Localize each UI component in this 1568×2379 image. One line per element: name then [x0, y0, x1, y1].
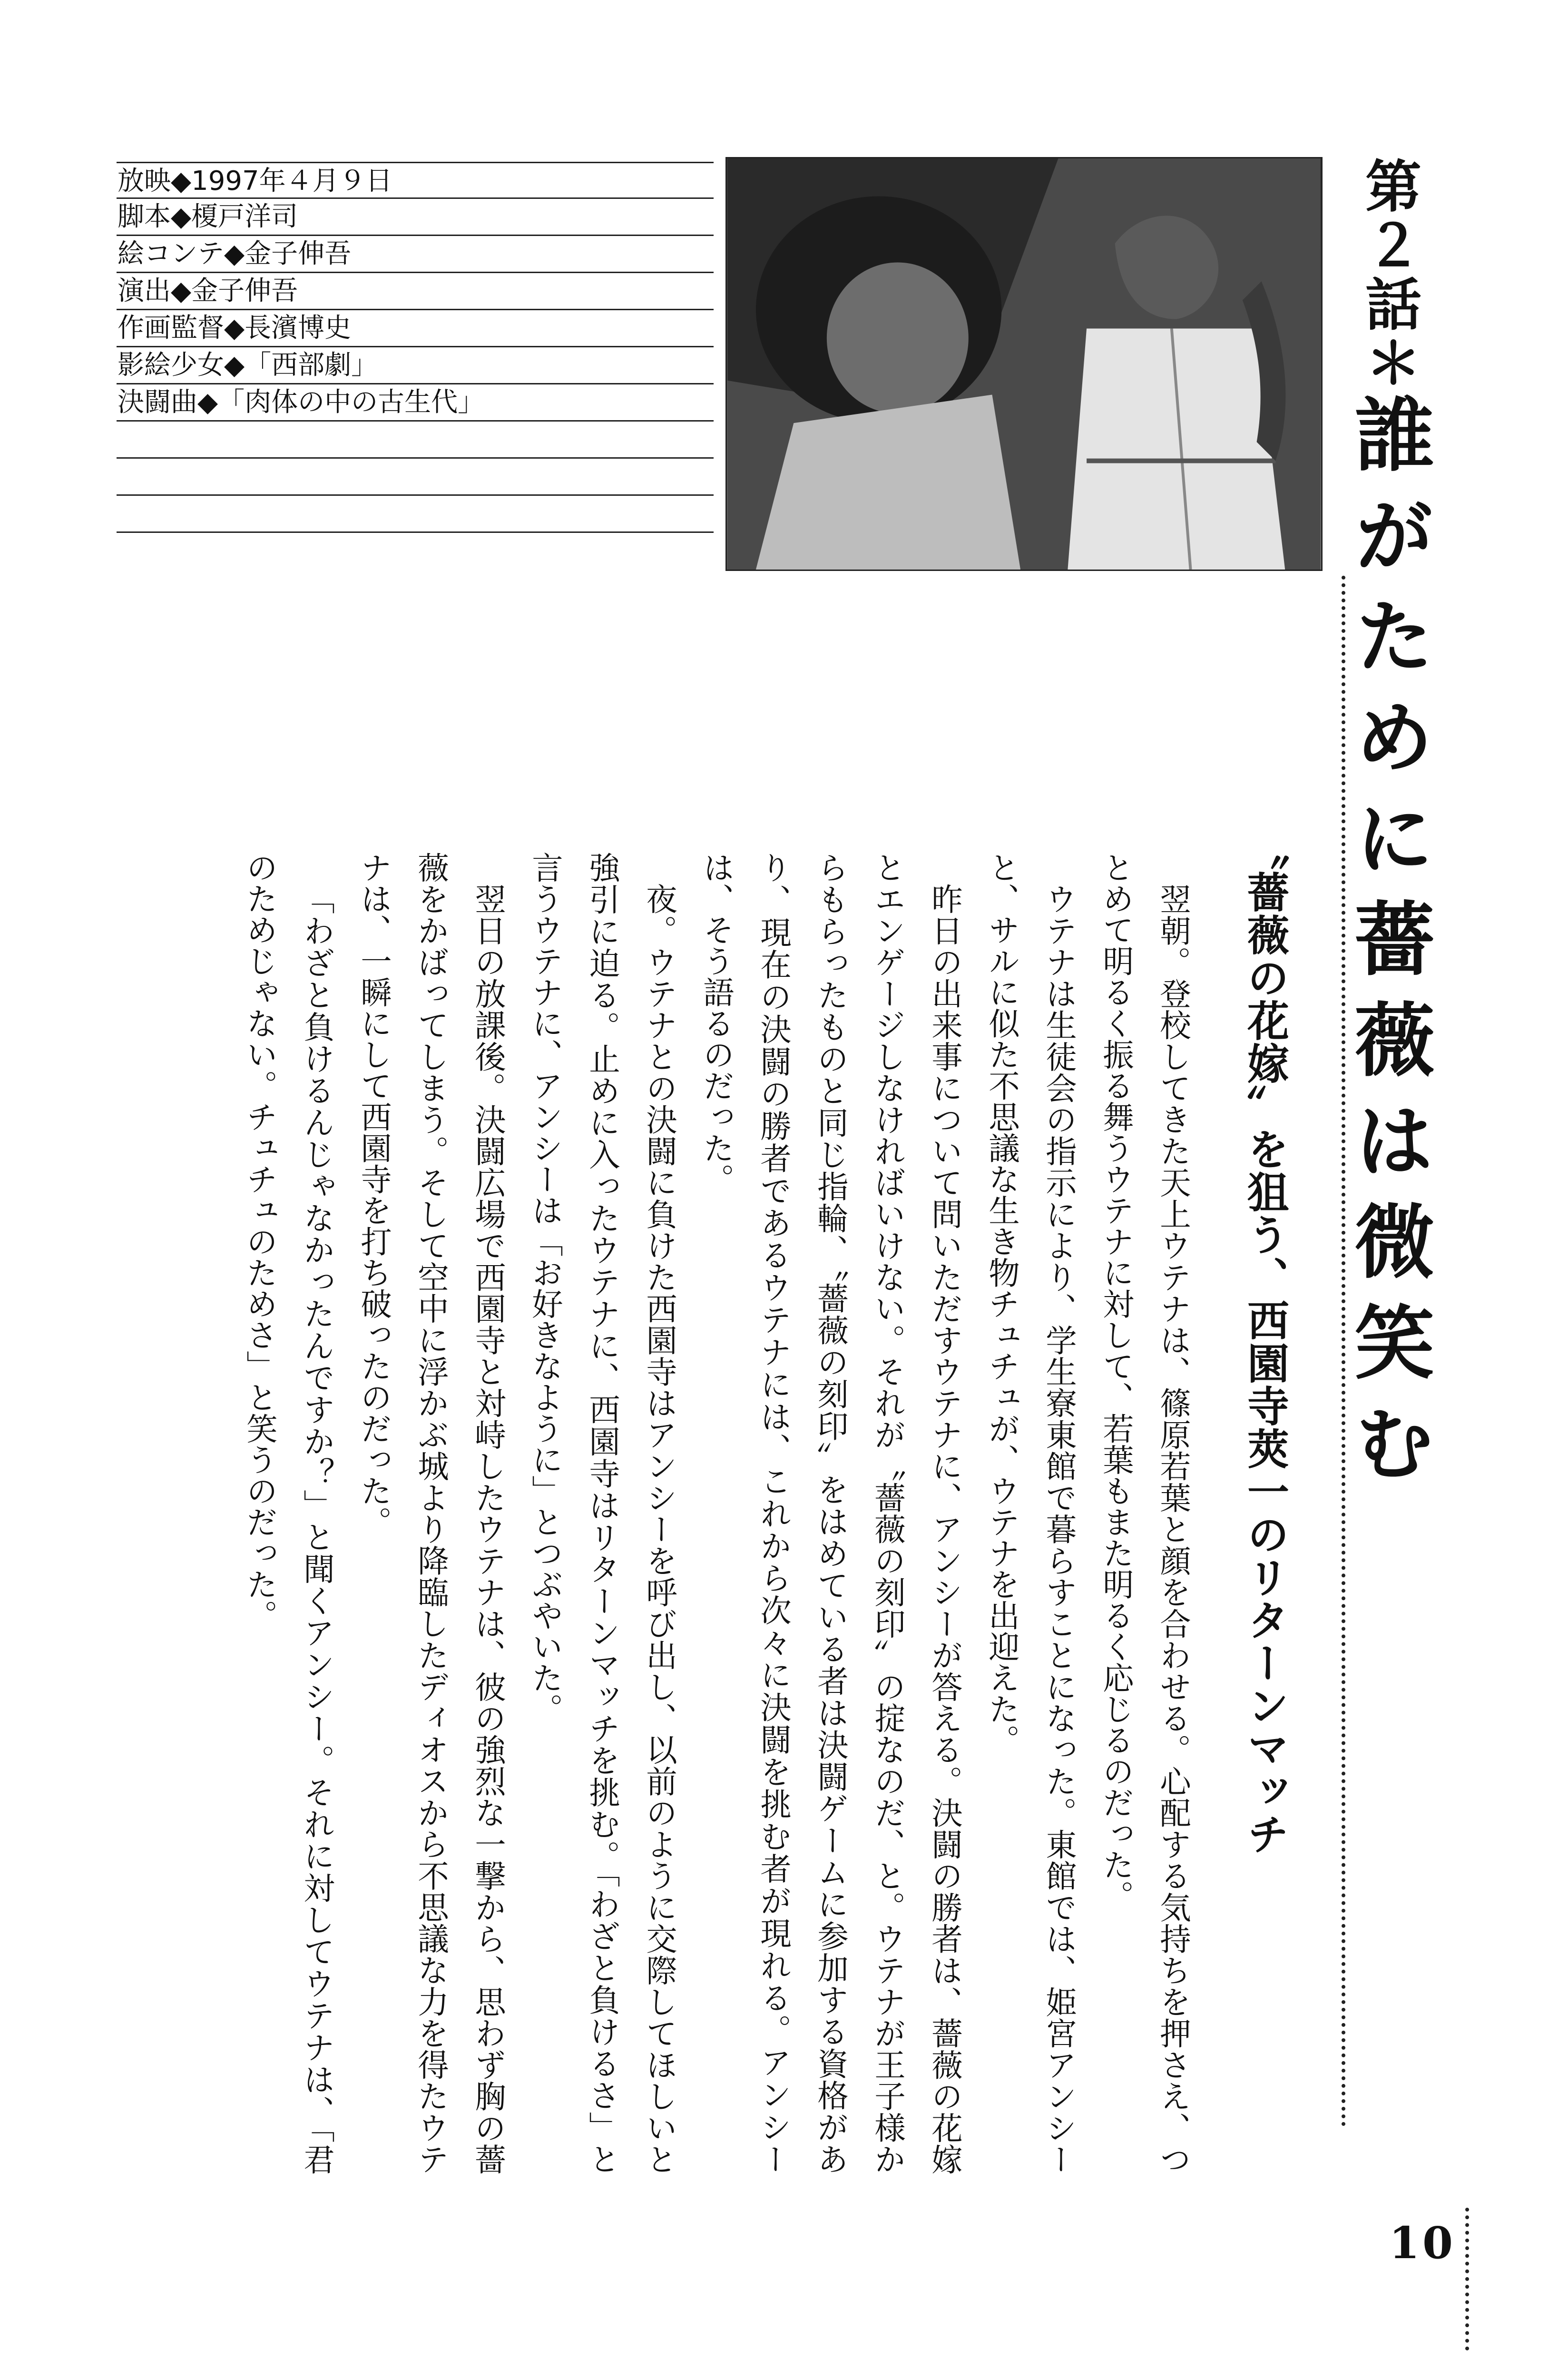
episode-still-image	[725, 157, 1323, 571]
credit-duel-song: 決闘曲◆「肉体の中の古生代」	[117, 384, 714, 422]
credit-animation-director: 作画監督◆長濱博史	[117, 310, 714, 347]
episode-number: 第２話＊	[1356, 157, 1422, 393]
credit-broadcast: 放映◆1997年４月９日	[117, 162, 714, 199]
synopsis-paragraph: 翌日の放課後。決闘広場で西園寺と対峙したウテナは、彼の強烈な一撃から、思わず胸の薔薇をかばってしまう。そして空中に浮かぶ城より降臨したディオスから不思議な力を得たウテナは、一瞬にして西園寺を打ち破ったのだった。	[355, 852, 506, 2174]
title-divider	[1342, 576, 1345, 2127]
credit-shadow-girls: 影絵少女◆「西部劇」	[117, 347, 714, 384]
credit-blank-row	[117, 459, 714, 496]
synopsis-paragraph: 翌朝。登校してきた天上ウテナは、篠原若葉と顔を合わせる。心配する気持ちを押さえ、つとめて明るく振る舞うウテナに対して、若葉もまた明るく応じるのだった。	[1098, 852, 1191, 2174]
still-illustration	[727, 158, 1321, 570]
credit-blank-row	[117, 422, 714, 459]
episode-title	[1342, 157, 1446, 2132]
credits-box	[117, 162, 714, 533]
episode-title-text: 誰がために薔薇は微笑む	[1342, 393, 1436, 1503]
synopsis-body	[117, 852, 1201, 2174]
credit-storyboard: 絵コンテ◆金子伸吾	[117, 236, 714, 273]
credit-director: 演出◆金子伸吾	[117, 273, 714, 310]
page-number-divider	[1465, 2208, 1469, 2350]
article-subtitle: 〝薔薇の花嫁〟を狙う、西園寺莢一のリターンマッチ	[1241, 828, 1290, 1856]
page-number: 10	[1389, 2217, 1456, 2269]
credit-blank-row	[117, 496, 714, 533]
synopsis-paragraph: ウテナは生徒会の指示により、学生寮東館で暮らすことになった。東館では、姫宮アンシーと、サルに似た不思議な生き物チュチュが、ウテナを出迎えた。	[983, 852, 1077, 2174]
synopsis-paragraph: 昨日の出来事について問いただすウテナに、アンシーが答える。決闘の勝者は、薔薇の花嫁とエンゲージしなければいけない。それが〝薔薇の刻印〟の掟なのだ、と。ウテナが王子様からもらったものと同じ指輪、〝薔薇の刻印〟をはめている者は決闘ゲームに参加する資格があり、現在の決闘の勝者であるウテナには、これから次々に決闘を挑む者が現れる。アンシーは、そう語るのだった。	[698, 852, 962, 2174]
credit-script: 脚本◆榎戸洋司	[117, 199, 714, 236]
synopsis-paragraph: 夜。ウテナとの決闘に負けた西園寺はアンシーを呼び出し、以前のように交際してほしいと強引に迫る。止めに入ったウテナに、西園寺はリターンマッチを挑む。「わざと負けるさ」と言うウテナに、アンシーは「お好きなように」とつぶやいた。	[527, 852, 677, 2174]
synopsis-paragraph: 「わざと負けるんじゃなかったんですか？」と聞くアンシー。それに対してウテナは、「君のためじゃない。チュチュのためさ」と笑うのだった。	[241, 852, 334, 2174]
